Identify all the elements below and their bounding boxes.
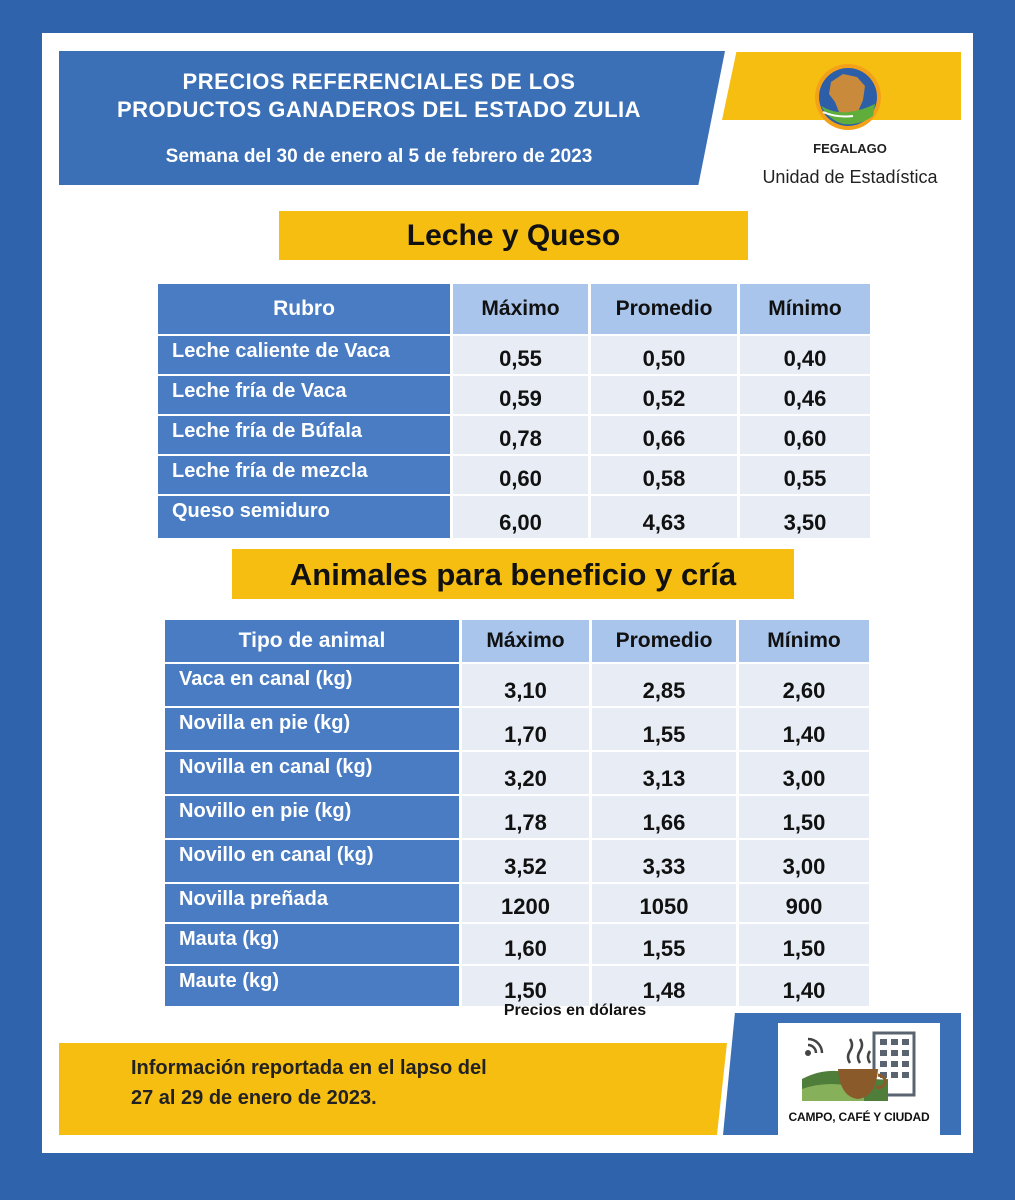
max-value: 3,52	[462, 838, 592, 882]
row-label: Vaca en canal (kg)	[165, 662, 462, 706]
min-value: 0,40	[740, 334, 870, 374]
avg-value: 0,58	[591, 454, 740, 494]
row-label: Novillo en pie (kg)	[165, 794, 462, 838]
min-value: 0,60	[740, 414, 870, 454]
column-header-min: Mínimo	[739, 620, 869, 662]
footer-line-2: 27 al 29 de enero de 2023.	[131, 1087, 377, 1109]
max-value: 0,60	[453, 454, 591, 494]
milk-section-title: Leche y Queso	[279, 211, 748, 260]
avg-value: 0,50	[591, 334, 740, 374]
max-value: 1,70	[462, 706, 592, 750]
animals-price-table	[165, 620, 869, 1006]
row-label: Leche fría de mezcla	[158, 454, 453, 494]
min-value: 1,40	[739, 706, 869, 750]
badge-caption: CAMPO, CAFÉ Y CIUDAD	[788, 1110, 930, 1124]
min-value: 900	[739, 882, 869, 922]
avg-value: 3,33	[592, 838, 739, 882]
table-row	[158, 374, 870, 414]
max-value: 0,59	[453, 374, 591, 414]
row-label: Novilla en pie (kg)	[165, 706, 462, 750]
min-value: 1,40	[739, 964, 869, 1006]
max-value: 1,60	[462, 922, 592, 964]
column-header-rubro: Rubro	[158, 284, 453, 334]
row-label: Leche fría de Vaca	[158, 374, 453, 414]
min-value: 3,00	[739, 750, 869, 794]
title-line-2: PRODUCTOS GANADEROS DEL ESTADO ZULIA	[116, 97, 642, 122]
currency-note: Precios en dólares	[503, 1002, 647, 1019]
min-value: 1,50	[739, 922, 869, 964]
table-row	[165, 794, 869, 838]
avg-value: 1,66	[592, 794, 739, 838]
row-label: Mauta (kg)	[165, 922, 462, 964]
column-header-max: Máximo	[453, 284, 591, 334]
campo-cafe-ciudad-badge	[778, 1023, 940, 1135]
row-label: Novilla en canal (kg)	[165, 750, 462, 794]
max-value: 6,00	[453, 494, 591, 538]
animals-section-title: Animales para beneficio y cría	[232, 549, 794, 599]
report-period-note	[131, 1053, 651, 1113]
max-value: 1200	[462, 882, 592, 922]
min-value: 1,50	[739, 794, 869, 838]
campo-cafe-ciudad-icon	[778, 1023, 940, 1109]
max-value: 3,20	[462, 750, 592, 794]
row-label: Leche fría de Búfala	[158, 414, 453, 454]
avg-value: 1,48	[592, 964, 739, 1006]
table-row	[158, 454, 870, 494]
logo-subtitle: Unidad de Estadística	[762, 167, 938, 187]
table-header-row	[158, 284, 870, 334]
avg-value: 0,52	[591, 374, 740, 414]
avg-value: 3,13	[592, 750, 739, 794]
column-header-min: Mínimo	[740, 284, 870, 334]
max-value: 1,50	[462, 964, 592, 1006]
max-value: 3,10	[462, 662, 592, 706]
table-row	[165, 750, 869, 794]
page-title	[59, 68, 699, 124]
logo-name: FEGALAGO	[813, 141, 887, 156]
table-row	[165, 706, 869, 750]
table-row	[165, 964, 869, 1006]
min-value: 3,00	[739, 838, 869, 882]
min-value: 0,55	[740, 454, 870, 494]
table-row	[158, 334, 870, 374]
avg-value: 2,85	[592, 662, 739, 706]
row-label: Queso semiduro	[158, 494, 453, 538]
column-header-animal-type: Tipo de animal	[165, 620, 462, 662]
fegalago-logo-icon	[813, 62, 883, 132]
avg-value: 0,66	[591, 414, 740, 454]
column-header-avg: Promedio	[591, 284, 740, 334]
table-row	[165, 882, 869, 922]
table-header-row	[165, 620, 869, 662]
column-header-max: Máximo	[462, 620, 592, 662]
avg-value: 4,63	[591, 494, 740, 538]
avg-value: 1,55	[592, 706, 739, 750]
title-line-1: PRECIOS REFERENCIALES DE LOS	[182, 69, 576, 94]
row-label: Leche caliente de Vaca	[158, 334, 453, 374]
avg-value: 1,55	[592, 922, 739, 964]
row-label: Maute (kg)	[165, 964, 462, 1006]
footer-line-1: Información reportada en el lapso del	[131, 1057, 487, 1079]
row-label: Novillo en canal (kg)	[165, 838, 462, 882]
table-row	[158, 414, 870, 454]
milk-price-table	[158, 284, 870, 538]
week-range: Semana del 30 de enero al 5 de febrero de 2023	[165, 146, 593, 167]
min-value: 2,60	[739, 662, 869, 706]
table-row	[165, 838, 869, 882]
row-label: Novilla preñada	[165, 882, 462, 922]
min-value: 3,50	[740, 494, 870, 538]
avg-value: 1050	[592, 882, 739, 922]
max-value: 1,78	[462, 794, 592, 838]
table-row	[158, 494, 870, 538]
column-header-avg: Promedio	[592, 620, 739, 662]
table-row	[165, 662, 869, 706]
max-value: 0,78	[453, 414, 591, 454]
min-value: 0,46	[740, 374, 870, 414]
table-row	[165, 922, 869, 964]
max-value: 0,55	[453, 334, 591, 374]
